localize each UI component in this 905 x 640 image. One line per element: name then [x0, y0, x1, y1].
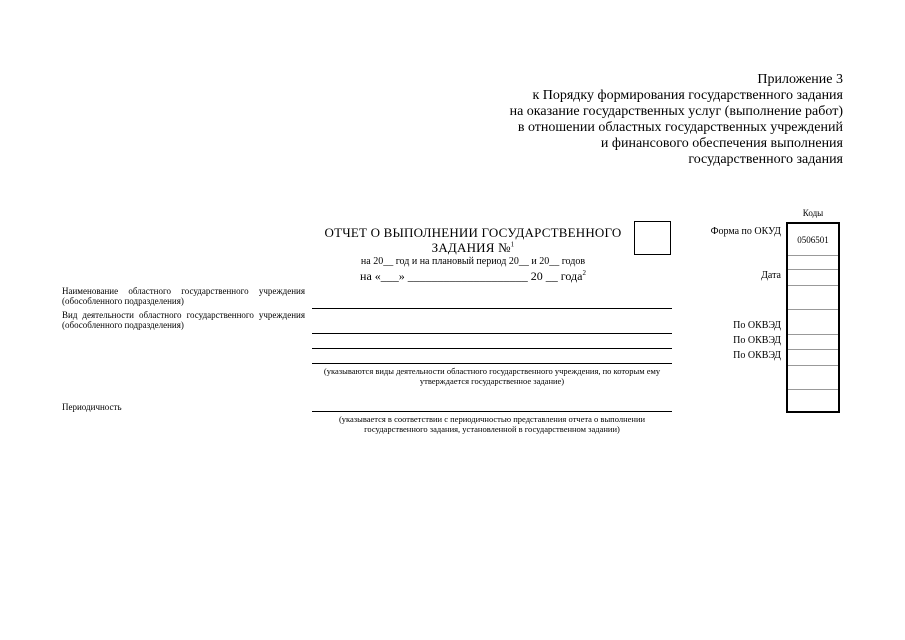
- codes-row-divider: [788, 255, 838, 256]
- okud-label: Форма по ОКУД: [710, 226, 781, 237]
- codes-row-divider: [788, 389, 838, 390]
- appendix-line: на оказание государственных услуг (выполнение работ): [509, 104, 843, 119]
- appendix-header: [403, 72, 843, 168]
- okved-label: По ОКВЭД: [733, 350, 781, 361]
- report-date-text: на «___» ____________________ 20 __ года: [360, 269, 583, 283]
- codes-row-divider: [788, 309, 838, 310]
- report-title-line1: ОТЧЕТ О ВЫПОЛНЕНИИ ГОСУДАРСТВЕННОГО: [324, 225, 622, 240]
- codes-row-divider: [788, 365, 838, 366]
- activity-type-field[interactable]: [312, 348, 672, 349]
- okud-code-value: 0506501: [797, 235, 829, 245]
- appendix-line: к Порядку формирования государственного задания: [532, 88, 843, 103]
- appendix-line: в отношении областных государственных учреждений: [517, 120, 843, 135]
- date-label: Дата: [761, 270, 781, 281]
- codes-row-divider: [788, 349, 838, 350]
- codes-header: Коды: [802, 208, 824, 218]
- activity-caption: (указываются виды деятельности областного государственного учреждения, по которым ему утверждается государственное задание): [323, 366, 661, 386]
- report-title-text: ЗАДАНИЯ №: [431, 240, 511, 255]
- appendix-line: Приложение 3: [757, 72, 843, 87]
- activity-type-field[interactable]: [312, 333, 672, 334]
- okved-label: По ОКВЭД: [733, 335, 781, 346]
- codes-row-divider: [788, 334, 838, 335]
- report-period: на 20__ год и на плановый период 20__ и 20__ годов: [360, 256, 586, 267]
- report-title: [318, 225, 628, 255]
- codes-row-divider: [788, 285, 838, 286]
- report-number-field[interactable]: [634, 221, 671, 255]
- activity-type-field[interactable]: [312, 363, 672, 364]
- okved-label: По ОКВЭД: [733, 320, 781, 331]
- codes-table: [786, 222, 840, 413]
- footnote-ref-1: 1: [510, 240, 515, 249]
- footnote-ref-2: 2: [582, 269, 586, 277]
- periodicity-field[interactable]: [312, 411, 672, 412]
- appendix-line: и финансового обеспечения выполнения: [600, 136, 843, 151]
- periodicity-caption: (указывается в соответствии с периодичностью представления отчета о выполнении государственного задания, установленной в государственном задании): [338, 414, 646, 434]
- appendix-line: государственного задания: [688, 152, 843, 167]
- report-date: [318, 270, 628, 283]
- codes-row-divider: [788, 269, 838, 270]
- institution-name-field[interactable]: [312, 308, 672, 309]
- institution-name-label: Наименование областного государственного учреждения (обособленного подразделения): [62, 286, 305, 306]
- report-title-line2: [318, 240, 628, 255]
- periodicity-label: Периодичность: [62, 402, 122, 412]
- activity-type-label: Вид деятельности областного государственного учреждения (обособленного подразделения): [62, 310, 305, 330]
